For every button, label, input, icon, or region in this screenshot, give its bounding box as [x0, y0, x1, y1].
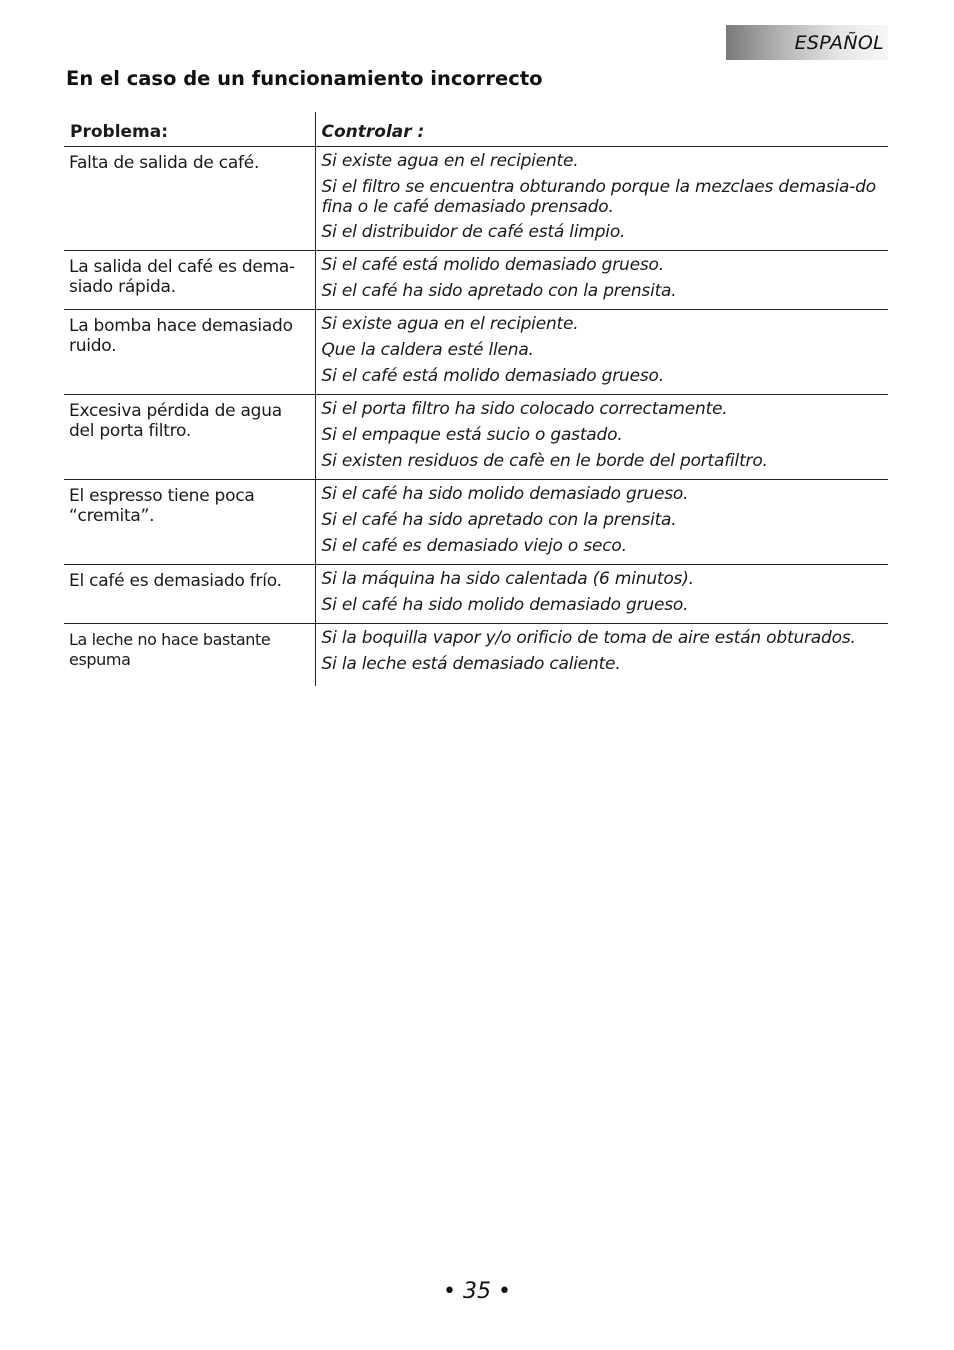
check-item: Si el distribuidor de café está limpio.: [321, 222, 626, 242]
check-item: Si el porta filtro ha sido colocado correctamente.: [321, 399, 728, 419]
table-row: [64, 251, 888, 310]
check-item: Si el café es demasiado viejo o seco.: [321, 536, 627, 556]
language-tab: ESPAÑOL: [726, 25, 888, 60]
table-row: [64, 480, 888, 565]
check-cell: [315, 251, 888, 310]
table-header-row: [64, 112, 888, 147]
problem-cell: El espresso tiene poca “cremita”.: [64, 480, 315, 565]
column-header-problem: Problema:: [70, 122, 169, 142]
check-item: Si el empaque está sucio o gastado.: [321, 425, 623, 445]
check-item: Si el filtro se encuentra obturando porque la mezclaes demasia-do fina o le café demasiado prensado.: [321, 177, 876, 217]
check-item: Si la boquilla vapor y/o orificio de toma de aire están obturados.: [321, 628, 856, 648]
problem-cell: La bomba hace demasiado ruido.: [64, 310, 315, 395]
table-row: [64, 147, 888, 251]
table-row: [64, 565, 888, 624]
check-item: Si el café está molido demasiado grueso.: [321, 255, 664, 275]
check-item: Si el café está molido demasiado grueso.: [321, 366, 664, 386]
problem-cell: Excesiva pérdida de agua del porta filtro.: [64, 395, 315, 480]
table-row: [64, 624, 888, 687]
check-item: Que la caldera esté llena.: [321, 340, 534, 360]
problem-cell: La leche no hace bastante espuma: [64, 624, 315, 687]
page-number: • 35 •: [443, 1279, 511, 1304]
check-item: Si la leche está demasiado caliente.: [321, 654, 621, 674]
check-item: Si el café ha sido molido demasiado grueso.: [321, 484, 689, 504]
problem-cell: La salida del café es dema-siado rápida.: [64, 251, 315, 310]
check-item: Si el café ha sido apretado con la prensita.: [321, 510, 677, 530]
check-item: Si la máquina ha sido calentada (6 minutos).: [321, 569, 694, 589]
check-item: Si el café ha sido molido demasiado grueso.: [321, 595, 689, 615]
check-cell: [315, 310, 888, 395]
check-cell: [315, 624, 888, 687]
table-row: [64, 310, 888, 395]
check-item: Si existen residuos de cafè en le borde del portafiltro.: [321, 451, 768, 471]
check-cell: [315, 147, 888, 251]
table-row: [64, 395, 888, 480]
problem-cell: El café es demasiado frío.: [64, 565, 315, 624]
troubleshooting-table: [64, 112, 888, 686]
check-item: Si existe agua en el recipiente.: [321, 151, 579, 171]
section-title: En el caso de un funcionamiento incorrecto: [66, 67, 543, 90]
check-cell: [315, 395, 888, 480]
column-header-check: Controlar :: [315, 112, 888, 147]
check-cell: [315, 565, 888, 624]
problem-cell: Falta de salida de café.: [64, 147, 315, 251]
check-item: Si el café ha sido apretado con la prensita.: [321, 281, 677, 301]
check-cell: [315, 480, 888, 565]
check-item: Si existe agua en el recipiente.: [321, 314, 579, 334]
